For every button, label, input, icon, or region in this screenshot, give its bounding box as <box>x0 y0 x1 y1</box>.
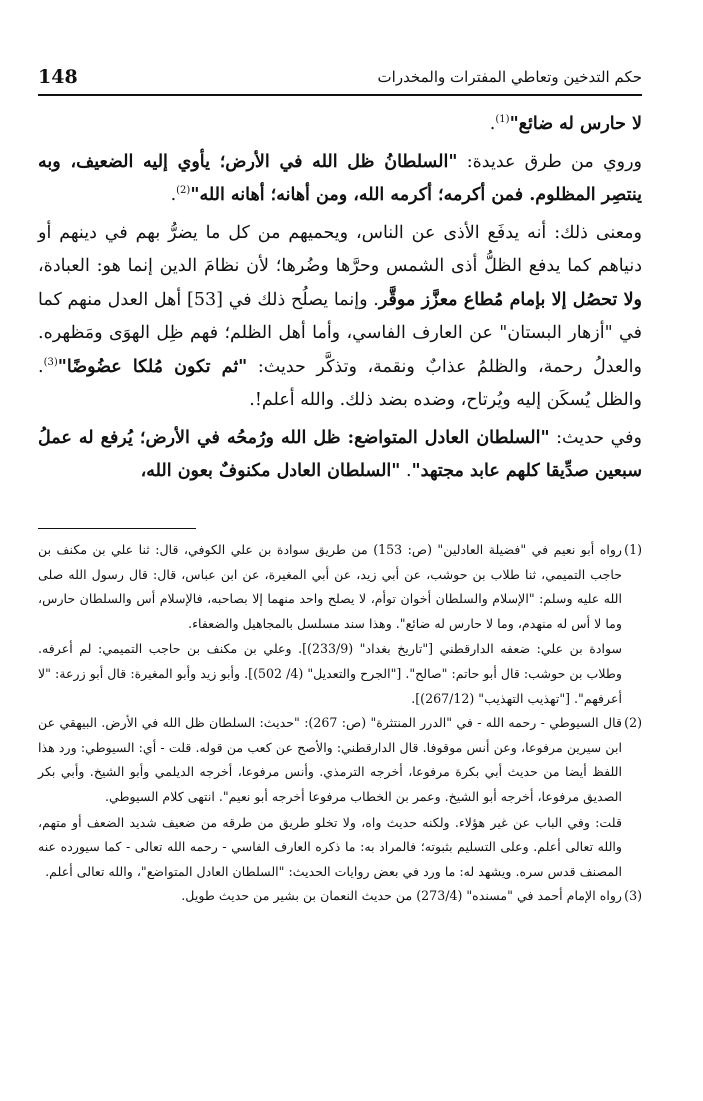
footnote-text: رواه الإمام أحمد في "مسنده" (273/4) من حديث النعمان بن بشير من حديث طويل. <box>181 888 622 904</box>
footnote-text: قال السيوطي - رحمه الله - في "الدرر المنتثرة" (ص: 267): "حديث: السلطان ظل الله في الأرض. البيهقي عن ابن سيرين مرفوعا، وعن أنس موقوفا. قال الدارقطني: والأصح عن كعب من قوله. قلت - أي: السيوطي: ورد هذا اللفظ أيضا من حديث أبي بكرة مرفوعا، أخرجه الترمذي. وأنس مرفوعا، أخرجه الديلمي وأبو الشيخ. وأبي بكر الصديق مرفوعا، أخرجه أبو الشيخ. وعمر بن الخطاب مرفوعا أخرجه أبو نعيم". انتهى كلام السيوطي. <box>38 715 623 804</box>
p4-bold1: "السلطان العادل المتواضع: ظل الله ورُمحُه في الأرض؛ يُرفع له عملُ سبعين صدِّيقا كلهم عابد مجتهد" <box>38 427 642 481</box>
paragraph-4 <box>38 422 642 489</box>
footnote-separator <box>38 528 196 529</box>
footnote-2 <box>38 711 642 884</box>
footnote-continuation: قلت: وفي الباب عن غير هؤلاء. ولكنه حديث واه، ولا تخلو طريق من طرقه من ضعيف شديد الضعف أو متهم، والله تعالى أعلم. وعلى التسليم بثبوته؛ فالمراد به: ما ذكره العارف الفاسي - رحمه الله تعالى - كما سيورده عنه المصنف قدس سره. ويشهد له: ما ورد في بعض روايات الحديث: "السلطان العادل المتواضع"، والله تعالى أعلم. <box>38 814 622 879</box>
footnote-number: (2) <box>624 715 642 731</box>
p3-part1: ومعنى ذلك: أنه يدفَع الأذى عن الناس، ويحميهم من كل ما يضرُّ بهم في دينهم أو دنياهم كما يدفع الظلُّ أذى الشمس وحرَّها وضُرها؛ لأن نظامَ الدين إنما هو: العبادة، <box>38 222 642 276</box>
p3-part2: . وإنما يصلُح ذلك في [53] أهل العدل منهم كما في "أزهار البستان" عن العارف الفاسي، وأما أهل الظلم؛ فهم ظِل الهوَى ومَظهره. والعدلُ رحمة، والظلمُ عذابٌ ونقمة، وتذكَّر حديث: <box>38 289 642 377</box>
p3-bold1: ولا تحصُل إلا بإمام مُطاع معزَّز موقَّر <box>378 289 643 310</box>
paragraph-2 <box>38 146 642 213</box>
p4-mid: . <box>400 461 412 481</box>
page-number: 148 <box>38 66 78 88</box>
footnote-1 <box>38 538 642 711</box>
p1-end: . <box>489 114 496 134</box>
p2-end: . <box>170 185 177 205</box>
footnote-ref-1[interactable]: (1) <box>495 114 510 126</box>
footnote-ref-2[interactable]: (2) <box>176 185 191 197</box>
p3-bold2: "ثم تكون مُلكا عضُوضًا" <box>57 356 248 377</box>
footnotes <box>38 538 642 910</box>
p1-text: لا حارس له ضائع" <box>509 114 642 134</box>
p3-part3: . والظل يُسكَن إليه ويُرتاح، وضده بضد ذلك. والله أعلم!. <box>38 356 642 410</box>
main-text <box>38 108 642 493</box>
p2-lead: وروي من طرق عديدة: <box>457 151 642 172</box>
page-header <box>38 58 642 96</box>
footnote-number: (1) <box>624 542 642 557</box>
footnote-text: رواه أبو نعيم في "فضيلة العادلين" (ص: 153) من طريق سوادة بن علي الكوفي، قال: ثنا علي بن مكنف بن حاجب التميمي، ثنا طلاب بن حوشب، عن أبي زيد، عن أبي المغيرة، عن ابن عباس، قال: قال رسول الله صلى الله عليه وسلم: "الإسلام والسلطان أخوان توأم، لا يصلح واحد منهما إلا بصاحبه، فالإسلام أس والسلطان حارس، وما لا أس له منهدم، وما لا حارس له ضائع". وهذا سند مسلسل بالمجاهيل والضعفاء. <box>38 542 623 631</box>
paragraph-3 <box>38 217 642 418</box>
p2-hadith: "السلطانُ ظل الله في الأرض؛ يأوي إليه الضعيف، وبه ينتصِر المظلوم. فمن أكرمه؛ أكرمه الله، ومن أهانه؛ أهانه الله" <box>38 151 642 205</box>
header-rule <box>38 94 642 96</box>
running-title: حكم التدخين وتعاطي المفترات والمخدرات <box>377 68 642 86</box>
footnote-number: (3) <box>624 888 642 904</box>
p4-bold2: "السلطان العادل مكنوفٌ بعون الله، <box>140 461 401 481</box>
footnote-continuation: سوادة بن علي: ضعفه الدارقطني ["تاريخ بغداد" (233/9)]. وعلي بن مكنف بن حاجب التميمي: لم أعرفه. وطلاب بن حوشب: قال أبو حاتم: "صالح". ["الجرح والتعديل" (4/ 502)]. وأبو زيد وأبو المغيرة: قال أبو زرعة: "لا أعرفهم". ["تهذيب التهذيب" (267/12)]. <box>38 641 623 706</box>
p4-lead: وفي حديث: <box>549 427 642 448</box>
book-page <box>38 0 642 1101</box>
footnote-ref-3[interactable]: (3) <box>43 356 58 368</box>
paragraph-1 <box>38 108 642 142</box>
footnote-3 <box>38 884 642 909</box>
